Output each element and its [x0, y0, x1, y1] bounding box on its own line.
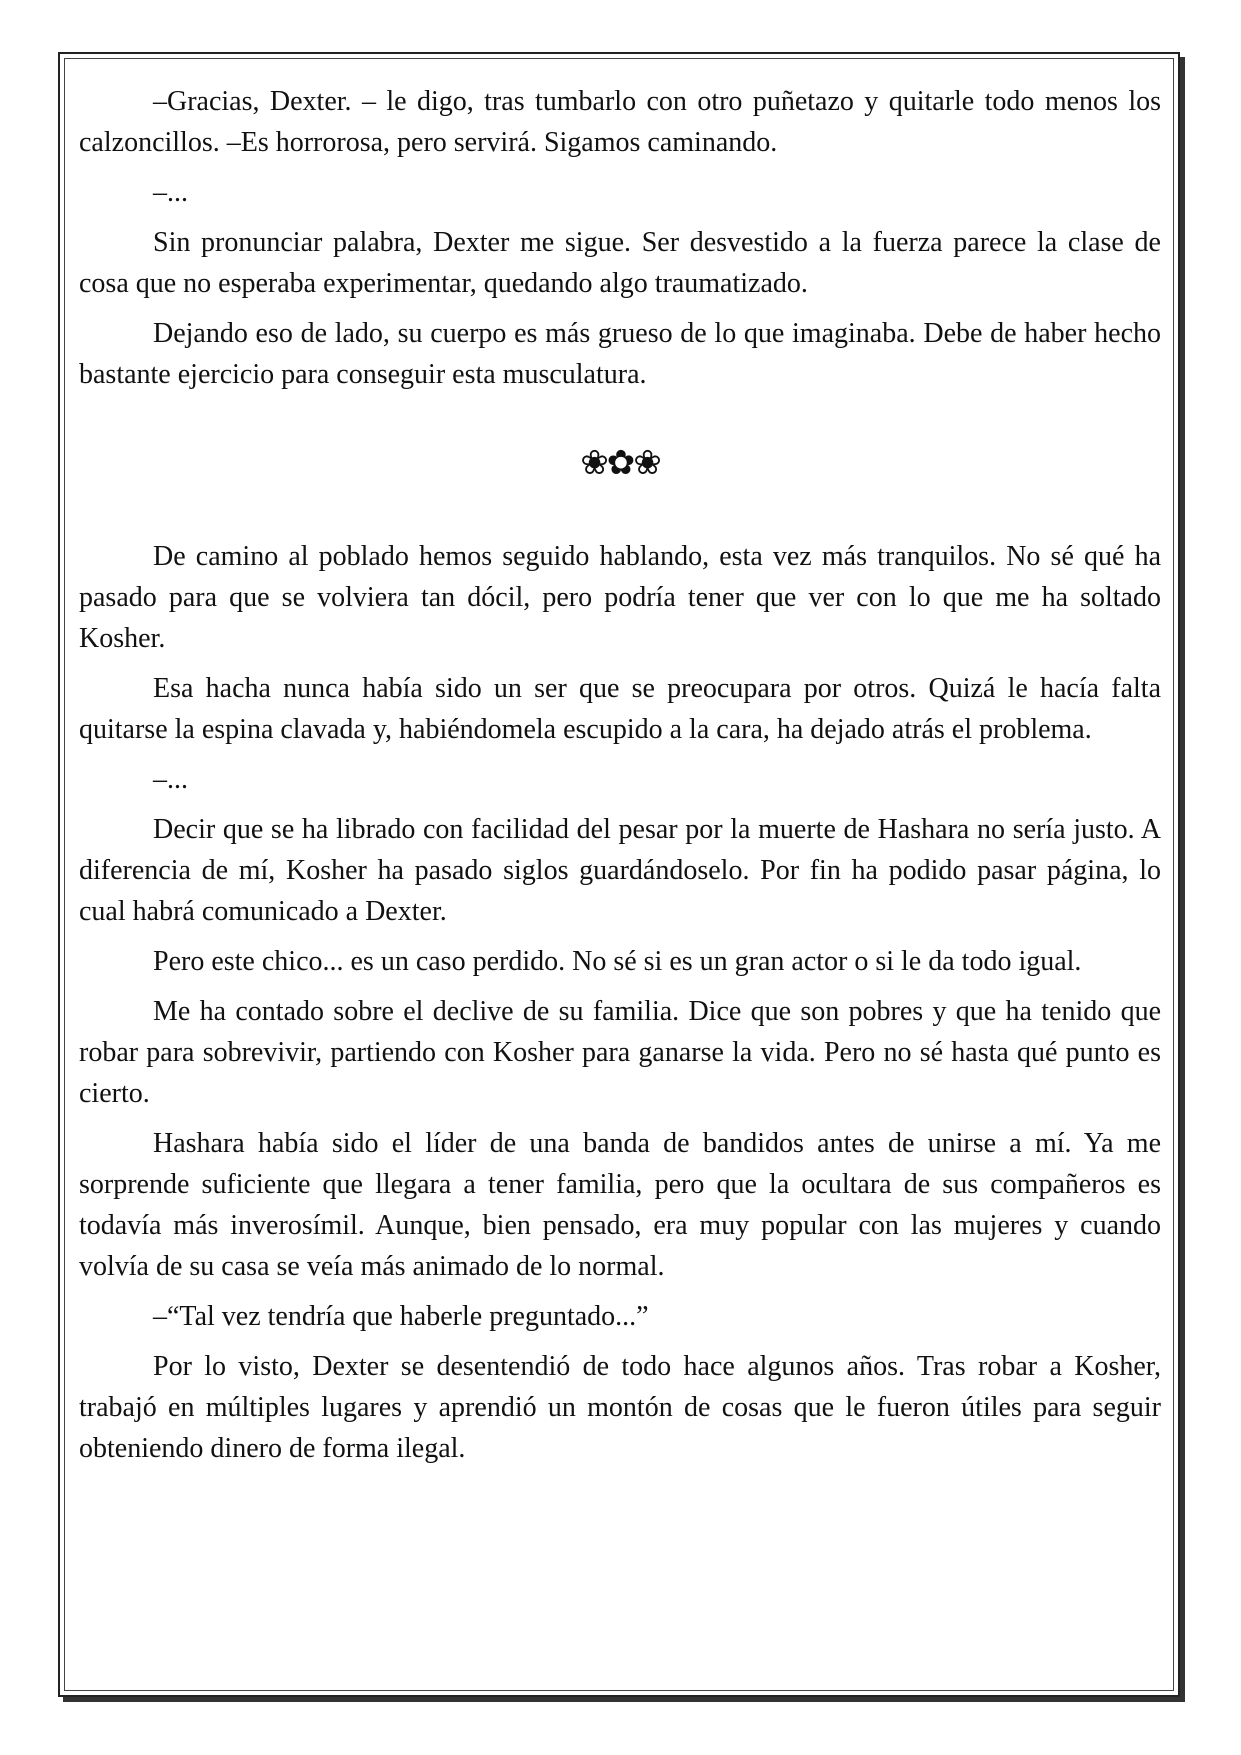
paragraph: –... — [153, 177, 188, 208]
paragraph: Hashara había sido el líder de una banda de bandidos antes de unirse a mí. Ya me sorprende suficiente que llegara a tener familia, pero que la ocultara de sus compañeros es todavía más inverosímil. Aunque, bien pensado, era muy popular con las mujeres y cuando volvía de su casa se veía más animado de lo normal. — [79, 1128, 1161, 1282]
paragraph: Por lo visto, Dexter se desentendió de todo hace algunos años. Tras robar a Kosher, trabajó en múltiples lugares y aprendió un montón de cosas que le fueron útiles para seguir obteniendo dinero de forma ilegal. — [79, 1351, 1161, 1464]
paragraph: Decir que se ha librado con facilidad del pesar por la muerte de Hashara no sería justo. A diferencia de mí, Kosher ha pasado siglos guardándoselo. Por fin ha podido pasar página, lo cual habrá comunicado a Dexter. — [79, 814, 1161, 927]
page-inner-border — [64, 58, 1174, 1691]
paragraph: –“Tal vez tendría que haberle preguntado...” — [153, 1301, 649, 1332]
paragraph: Esa hacha nunca había sido un ser que se preocupara por otros. Quizá le hacía falta quitarse la espina clavada y, habiéndomela escupido a la cara, ha dejado atrás el problema. — [79, 673, 1161, 745]
document-body — [79, 81, 1161, 1469]
paragraph: Sin pronunciar palabra, Dexter me sigue. Ser desvestido a la fuerza parece la clase de cosa que no esperaba experimentar, quedando algo traumatizado. — [79, 227, 1161, 299]
paragraph: Dejando eso de lado, su cuerpo es más grueso de lo que imaginaba. Debe de haber hecho bastante ejercicio para conseguir esta musculatura. — [79, 318, 1161, 390]
paragraph: Me ha contado sobre el declive de su familia. Dice que son pobres y que ha tenido que robar para sobrevivir, partiendo con Kosher para ganarse la vida. Pero no sé hasta qué punto es cierto. — [79, 996, 1161, 1109]
flower-separator: ❀✿❀ — [580, 443, 660, 483]
paragraph: –... — [153, 764, 188, 795]
page-frame — [58, 52, 1180, 1697]
paragraph: –Gracias, Dexter. – le digo, tras tumbarlo con otro puñetazo y quitarle todo menos los calzoncillos. –Es horrorosa, pero servirá. Sigamos caminando. — [79, 86, 1161, 158]
paragraph: De camino al poblado hemos seguido hablando, esta vez más tranquilos. No sé qué ha pasado para que se volviera tan dócil, pero podría tener que ver con lo que me ha soltado Kosher. — [79, 541, 1161, 654]
paragraph: Pero este chico... es un caso perdido. No sé si es un gran actor o si le da todo igual. — [153, 946, 1082, 977]
